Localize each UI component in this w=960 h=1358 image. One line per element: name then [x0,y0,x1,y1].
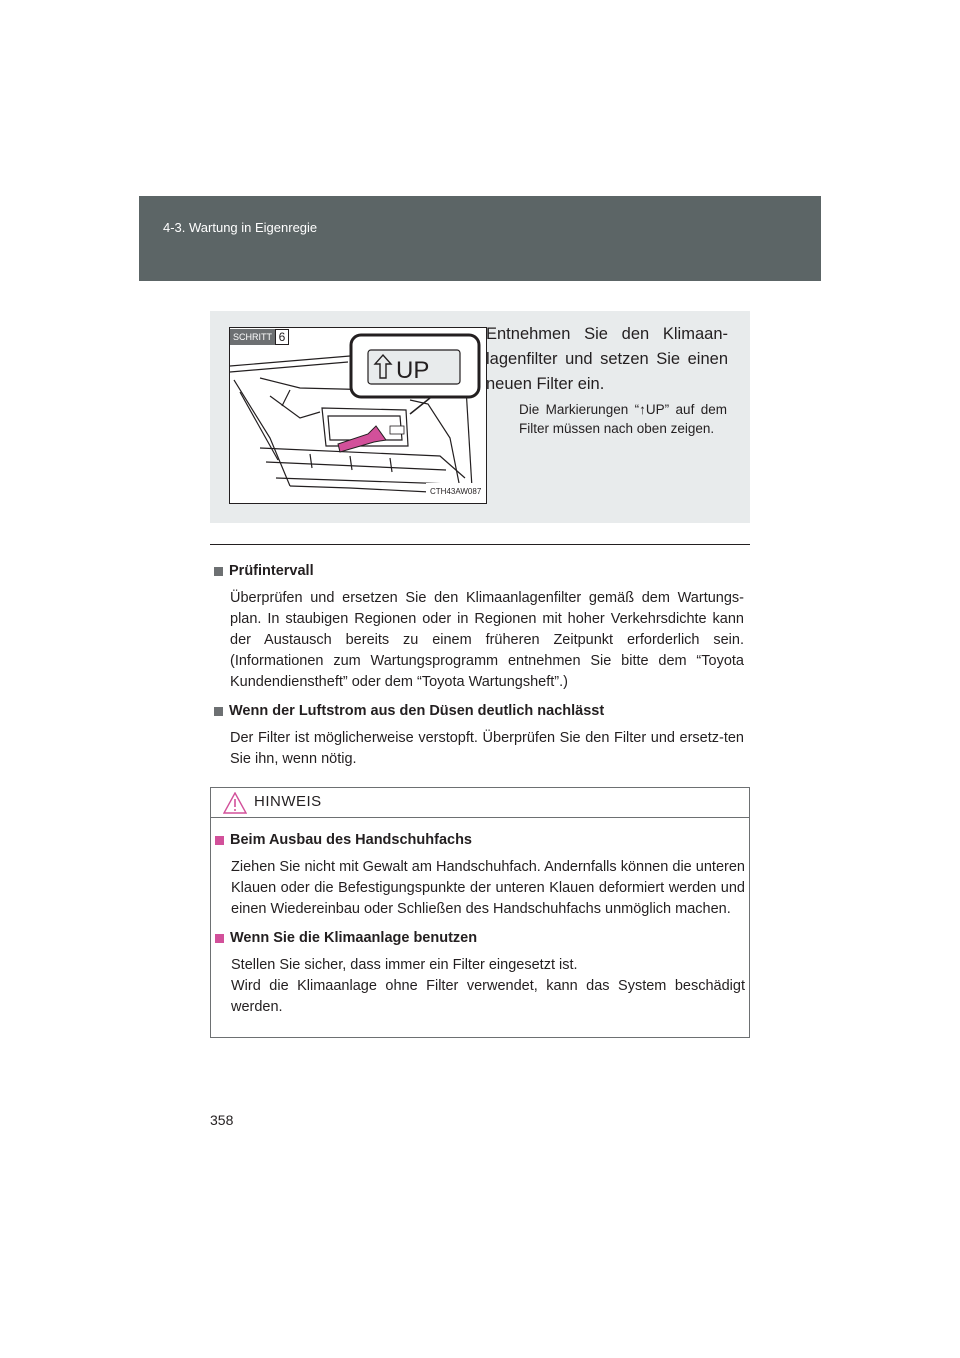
square-bullet-icon [215,934,224,943]
square-bullet-icon [215,836,224,845]
notice-text-aircon [231,955,745,1018]
pull-arrow [338,426,386,452]
info-heading-airflow [214,701,744,721]
info-text-airflow: Der Filter ist möglicherweise verstopft. Überprüfen Sie den Filter und ersetz-ten Sie ihn, wenn nötig. [230,730,744,767]
info-section [214,561,744,778]
page-number: 358 [210,1112,234,1128]
info-text-interval: Überprüfen und ersetzen Sie den Klimaanlagenfilter gemäß dem Wartungs-plan. In staubigen Regionen oder in Regionen mit hoher Verkehrsdichte kann der Austausch bereits zu einem früheren Zeitpunkt erforderlich sein. (Informationen zum Wartungsprogramm entnehmen Sie bitte dem “Toyota Kundendienstheft” oder dem “Toyota Wartungsheft”.) [230,590,744,690]
square-bullet-icon [214,567,223,576]
notice-title: HINWEIS [254,793,322,810]
notice-text-line: Stellen Sie sicher, dass immer ein Filter eingesetzt ist. [231,957,578,973]
notice-header [211,788,749,818]
step-instruction: Entnehmen Sie den Klimaan-lagenfilter und setzen Sie einen neuen Filter ein. [486,325,728,393]
glovebox-filter-illustration [229,327,487,504]
notice-heading-aircon [215,928,745,948]
notice-heading-text: Wenn Sie die Klimaanlage benutzen [230,930,478,946]
info-heading-text: Wenn der Luftstrom aus den Düsen deutlich nachlässt [229,703,605,719]
notice-heading-glovebox [215,830,745,850]
divider [210,544,750,545]
section-header-bar [139,196,821,281]
notice-body [215,830,745,1026]
step-badge-number: 6 [275,329,289,345]
notice-heading-text: Beim Ausbau des Handschuhfachs [230,832,472,848]
filter-removal-drawing [230,328,486,503]
section-title: 4-3. Wartung in Eigenregie [163,220,318,235]
callout-up-text: UP [396,357,430,384]
step-note: Die Markierungen “↑UP” auf dem Filter müssen nach oben zeigen. [519,402,727,436]
step-badge [230,329,289,345]
notice-box [210,787,750,1038]
notice-text-line: Wird die Klimaanlage ohne Filter verwendet, kann das System beschädigt werden. [231,978,745,1015]
warning-triangle-icon [223,792,247,814]
step-badge-label: SCHRITT [230,329,275,345]
step-box [210,311,750,523]
square-bullet-icon [214,707,223,716]
info-heading-interval [214,561,744,581]
image-code: CTH43AW087 [430,487,482,496]
notice-text-glovebox: Ziehen Sie nicht mit Gewalt am Handschuhfach. Andernfalls können die unteren Klauen oder die Befestigungspunkte der unteren Klauen deformiert werden und einen Wiedereinbau oder Schließen des Handschuhfachs unmöglich machen. [231,859,745,917]
info-heading-text: Prüfintervall [229,563,314,579]
